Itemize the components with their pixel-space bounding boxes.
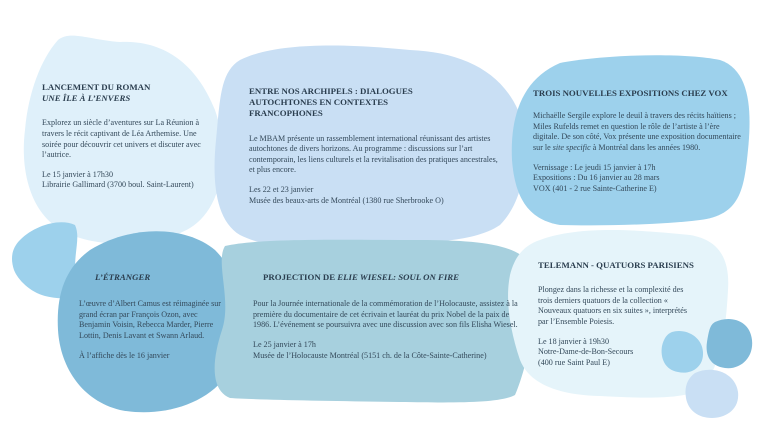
event-title: PROJECTION DE ELIE WIESEL: SOUL ON FIRE [263,272,460,282]
event-card-roman [42,82,217,200]
event-details [533,163,743,195]
event-date: Le 15 janvier à 17h30 [42,169,114,179]
event-card-wiesel [253,272,518,370]
event-date: Le 25 janvier à 17h [253,339,316,349]
event-description: Michaëlle Sergile explore le deuil à travers des récits haïtiens ; Miles Rufelds remet en question le rôle de l’artiste à l’ère digitale. De son côté, Vox présente une exposition documentaire sur le site specific à Montréal dans les années 1980. [533,111,741,152]
blob-9 [707,319,753,368]
event-venue: VOX (401 - 2 rue Sainte-Catherine E) [533,183,657,193]
event-title: L’ÉTRANGER [95,272,151,282]
event-address: (400 rue Saint Paul E) [538,357,610,367]
event-card-etranger [79,272,229,370]
italic-term: site specific [552,142,591,152]
event-title [42,82,217,104]
event-venue: Notre-Dame-de-Bon-Secours [538,347,634,357]
event-description: Plongez dans la richesse et la complexité des trois derniers quatuors de la collection « Nouveaux quatuors en six suites », interprétés par l’Ensemble Poiesis. [538,285,688,326]
event-description: Explorez un siècle d’aventures sur La Réunion à travers le récit captivant de Léa Arthemise. Une soirée pour découvrir cet univers et discuter avec l’autrice. [42,118,201,160]
expositions-dates: Expositions : Du 16 janvier au 28 mars [533,173,660,183]
event-details [538,337,698,369]
event-date: Le 18 janvier à 19h30 [538,336,610,346]
event-date: À l’affiche dès le 16 janvier [79,350,170,360]
event-details [42,170,217,191]
event-details [253,340,518,361]
event-card-vox [533,88,743,203]
event-venue: Musée de l’Holocauste Montréal (5151 ch. de la Côte-Sainte-Catherine) [253,350,487,360]
event-venue: Librairie Gallimard (3700 boul. Saint-Laurent) [42,180,194,190]
title-line2: UNE ÎLE À L’ENVERS [42,93,131,104]
vernissage: Vernissage : Le jeudi 15 janvier à 17h [533,162,656,172]
event-description: Pour la Journée internationale de la commémoration de l’Holocauste, assistez à la première du documentaire de cet écrivain et lauréat du prix Nobel de la paix de 1986. L’événement se poursuivra avec une discussion avec son fils Elisha Wiesel. [253,299,518,330]
event-title: ENTRE NOS ARCHIPELS : DIALOGUES AUTOCHTONES EN CONTEXTES FRANCOPHONES [249,86,413,119]
event-title: TELEMANN - QUATUORS PARISIENS [538,260,694,270]
event-description: L’œuvre d’Albert Camus est réimaginée sur grand écran par François Ozon, avec Benjamin Voisin, Rebecca Marder, Pierre Lottin, Denis Lavant et Swann Arlaud. [79,299,221,340]
event-title: TROIS NOUVELLES EXPOSITIONS CHEZ VOX [533,88,728,98]
event-venue: Musée des beaux-arts de Montréal (1380 rue Sherbrooke O) [249,195,444,205]
event-card-telemann [538,260,698,377]
event-date: Les 22 et 23 janvier [249,184,314,194]
event-details [249,185,499,206]
event-description: Le MBAM présente un rassemblement international réunissant des artistes autochtones de divers horizons. Au programme : discussions sur l’art contemporain, les liens culturels et la revitalisation des pratiques ancestrales, et plus encore. [249,133,498,175]
event-card-archipels [249,86,499,215]
title-line1: LANCEMENT DU ROMAN [42,82,151,92]
